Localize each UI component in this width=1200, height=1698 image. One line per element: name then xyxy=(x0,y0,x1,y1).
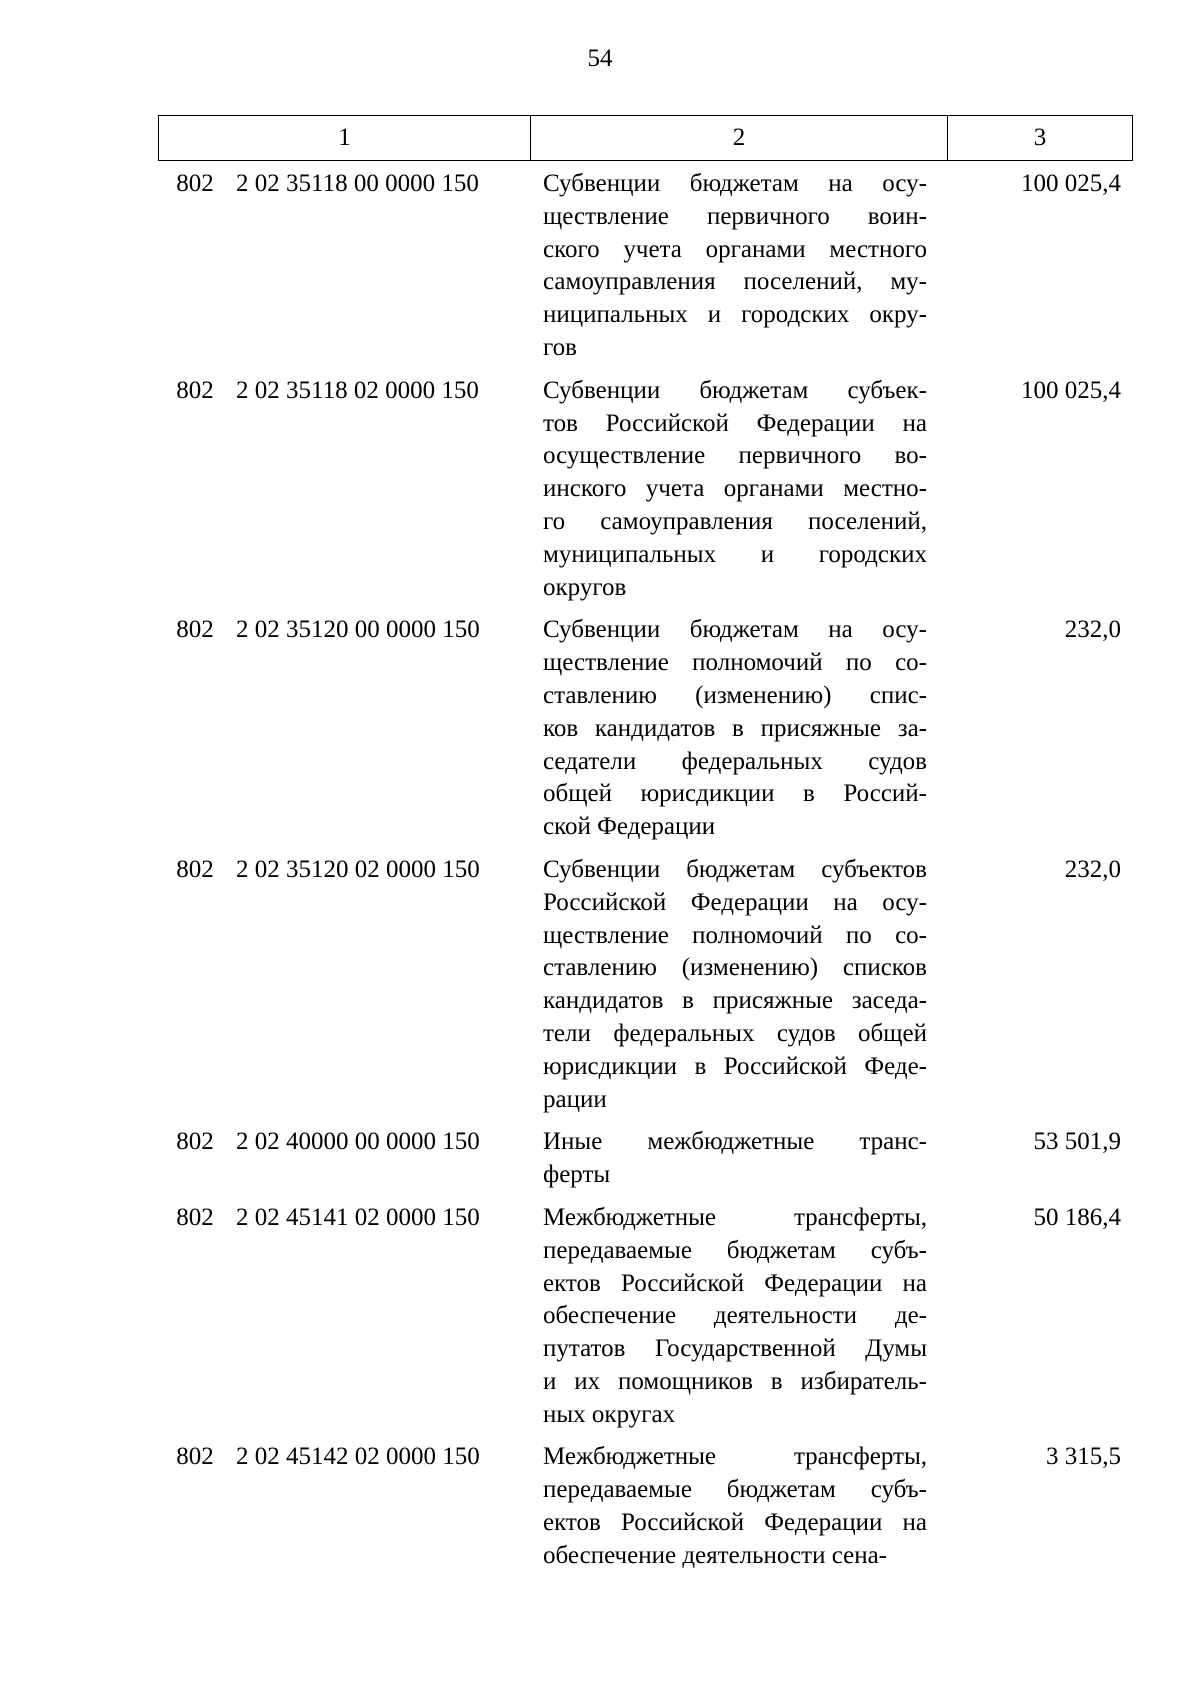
revenue-name-line: ществление полномочий по со- xyxy=(543,649,927,677)
budget-classification-code: 2 02 35118 02 0000 150 xyxy=(236,376,479,404)
revenue-name-line: ферты xyxy=(543,1161,611,1189)
revenue-name-line: путатов Государственной Думы xyxy=(543,1335,927,1363)
revenue-name-line: осуществление первичного во- xyxy=(543,442,927,470)
revenue-name-line: тели федеральных судов общей xyxy=(543,1019,927,1047)
amount: 50 186,4 xyxy=(1033,1203,1121,1231)
revenue-name-line: ниципальных и городских окру- xyxy=(543,301,927,329)
revenue-name-line: ского учета органами местного xyxy=(543,235,927,263)
revenue-name-line: Межбюджетные трансферты, xyxy=(543,1443,927,1471)
amount: 232,0 xyxy=(1064,855,1121,883)
admin-code: 802 xyxy=(176,1203,214,1231)
column-header-1: 1 xyxy=(159,116,531,160)
revenue-name xyxy=(530,168,947,365)
revenue-name-line: муниципальных и городских xyxy=(543,540,927,568)
admin-code: 802 xyxy=(176,376,214,404)
budget-classification-code: 2 02 35120 02 0000 150 xyxy=(236,855,480,883)
revenue-name-line: ектов Российской Федерации на xyxy=(543,1269,927,1297)
revenue-name-line: кандидатов в присяжные заседа- xyxy=(543,987,927,1015)
page-number: 54 xyxy=(587,45,613,72)
amount: 3 315,5 xyxy=(1046,1443,1121,1471)
budget-classification-code: 2 02 45141 02 0000 150 xyxy=(236,1203,480,1231)
revenue-name-line: седатели федеральных судов xyxy=(543,747,927,775)
revenue-name xyxy=(530,1441,947,1572)
revenue-name xyxy=(530,1126,947,1192)
admin-code: 802 xyxy=(176,855,214,883)
revenue-name-line: Межбюджетные трансферты, xyxy=(543,1203,927,1231)
budget-classification-code: 2 02 40000 00 0000 150 xyxy=(236,1128,480,1156)
budget-classification-code: 2 02 45142 02 0000 150 xyxy=(236,1443,480,1471)
amount: 100 025,4 xyxy=(1021,376,1121,404)
revenue-name xyxy=(530,1202,947,1432)
revenue-name-line: обеспечение деятельности де- xyxy=(543,1302,927,1330)
revenue-name-line: Российской Федерации на осу- xyxy=(543,888,927,916)
admin-code: 802 xyxy=(176,616,214,644)
column-header-3: 3 xyxy=(1033,124,1047,151)
revenue-name-line: ков кандидатов в присяжные за- xyxy=(543,714,927,742)
revenue-name-line: Субвенции бюджетам на осу- xyxy=(543,170,927,197)
column-header-2: 2 xyxy=(531,116,948,160)
revenue-name xyxy=(530,614,947,844)
revenue-name-line: Иные межбюджетные транс- xyxy=(543,1128,927,1156)
revenue-name-line: ставлению (изменению) списков xyxy=(543,954,927,982)
revenue-name-line: инского учета органами местно- xyxy=(543,475,927,503)
revenue-name-line: рации xyxy=(543,1085,607,1113)
revenue-name-line: юрисдикции в Российской Феде- xyxy=(543,1052,927,1080)
amount: 53 501,9 xyxy=(1033,1128,1121,1156)
revenue-name-line: ектов Российской Федерации на xyxy=(543,1509,927,1537)
revenue-name-line: общей юрисдикции в Россий- xyxy=(543,780,927,808)
revenue-name xyxy=(530,375,947,605)
table-header xyxy=(158,115,1133,161)
revenue-name-line: передаваемые бюджетам субъ- xyxy=(543,1476,927,1504)
table-row xyxy=(158,1441,1133,1572)
revenue-name-line: обеспечение деятельности сена- xyxy=(543,1541,887,1569)
amount: 232,0 xyxy=(1064,616,1121,644)
revenue-name-line: тов Российской Федерации на xyxy=(543,409,927,437)
table-row xyxy=(158,854,1133,1116)
revenue-name-line: самоуправления поселений, му- xyxy=(543,268,927,296)
table-row xyxy=(158,168,1133,365)
admin-code: 802 xyxy=(176,1128,214,1156)
admin-code: 802 xyxy=(176,1443,214,1471)
revenue-name-line: округов xyxy=(543,573,627,601)
revenue-name-line: го самоуправления поселений, xyxy=(543,507,927,535)
table-row xyxy=(158,375,1133,605)
revenue-name-line: Субвенции бюджетам на осу- xyxy=(543,616,927,644)
table-body xyxy=(158,168,1133,1583)
revenue-name-line: ществление первичного воин- xyxy=(543,202,927,230)
revenue-name-line: Субвенции бюджетам субъек- xyxy=(543,376,927,404)
revenue-name-line: ществление полномочий по со- xyxy=(543,921,927,949)
revenue-name xyxy=(530,854,947,1116)
revenue-name-line: передаваемые бюджетам субъ- xyxy=(543,1236,927,1264)
table-row xyxy=(158,1126,1133,1192)
table-row xyxy=(158,614,1133,844)
revenue-name-line: ской Федерации xyxy=(543,813,716,841)
amount: 100 025,4 xyxy=(1021,170,1121,197)
budget-classification-code: 2 02 35120 00 0000 150 xyxy=(236,616,480,644)
admin-code: 802 xyxy=(176,170,214,197)
budget-classification-code: 2 02 35118 00 0000 150 xyxy=(236,170,479,197)
revenue-name-line: Субвенции бюджетам субъектов xyxy=(543,855,927,883)
revenue-name-line: ных округах xyxy=(543,1400,676,1428)
revenue-name-line: ставлению (изменению) спис- xyxy=(543,681,927,709)
table-row xyxy=(158,1202,1133,1432)
revenue-name-line: и их помощников в избиратель- xyxy=(543,1367,927,1395)
revenue-name-line: гов xyxy=(543,333,577,361)
